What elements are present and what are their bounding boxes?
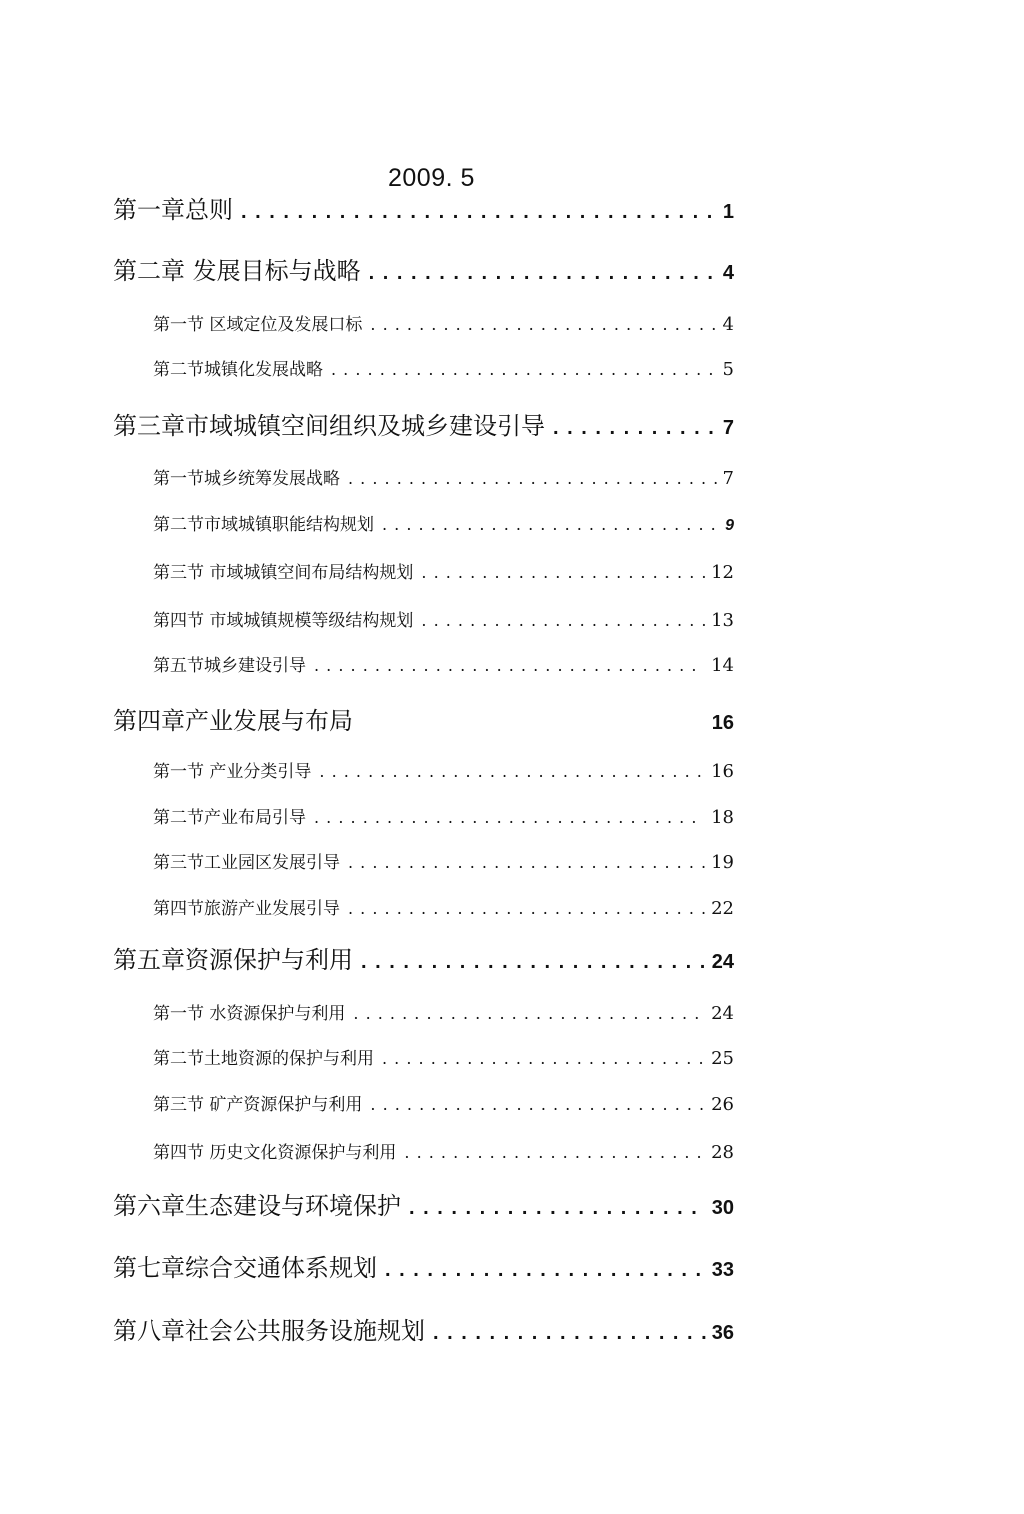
dot-leader: [421, 611, 705, 630]
dot-leader: [361, 951, 706, 974]
toc-page-number: 18: [711, 807, 734, 828]
toc-page-number: 7: [722, 468, 734, 489]
toc-title: 第三节 矿产资源保护与利用: [153, 1095, 363, 1115]
dot-leader: [353, 1004, 705, 1023]
toc-title: 第四节旅游产业发展引导: [153, 899, 340, 919]
dot-leader: [370, 1095, 705, 1114]
toc-section-5-2[interactable]: [153, 1044, 734, 1074]
dot-leader: [553, 417, 717, 440]
toc-title: 第一章总则: [113, 196, 233, 224]
dot-leader: [433, 1322, 706, 1345]
toc-section-3-2[interactable]: [153, 510, 734, 540]
dot-leader: [241, 201, 717, 224]
toc-section-2-1[interactable]: [153, 310, 734, 340]
toc-section-5-3[interactable]: [153, 1090, 734, 1120]
toc-section-4-1[interactable]: [153, 757, 734, 787]
toc-page-number: 24: [711, 1003, 734, 1024]
toc-title: 第二节市域城镇职能结构规划: [153, 515, 374, 535]
toc-page-number: 5: [722, 359, 734, 380]
dot-leader: [382, 1049, 705, 1068]
toc-section-4-4[interactable]: [153, 894, 734, 924]
dot-leader: [369, 262, 717, 285]
toc-title: 第三章市域城镇空间组织及城乡建设引导: [113, 412, 545, 440]
toc-page-number: 30: [711, 1197, 734, 1219]
toc-title: 第五节城乡建设引导: [153, 656, 306, 676]
toc-section-3-4[interactable]: [153, 606, 734, 636]
toc-page-number: 16: [711, 761, 734, 782]
toc-page-number: 22: [711, 898, 734, 919]
dot-leader: [348, 853, 705, 872]
toc-section-3-3[interactable]: [153, 558, 734, 588]
toc-title: 第八章社会公共服务设施规划: [113, 1317, 425, 1345]
toc-page-number: 14: [711, 655, 734, 676]
toc-page-number: 26: [711, 1094, 734, 1115]
toc-section-3-5[interactable]: [153, 651, 734, 681]
toc-page-number: 24: [711, 951, 734, 973]
toc-page-number: 33: [711, 1259, 734, 1281]
document-date: 2009. 5: [388, 164, 475, 192]
toc-title: 第一节 水资源保护与利用: [153, 1004, 346, 1024]
dot-leader: [348, 469, 717, 488]
toc-page-number: 7: [722, 417, 734, 439]
toc-title: 第三节工业园区发展引导: [153, 853, 340, 873]
toc-page-number: 4: [722, 262, 734, 284]
toc-chapter-1[interactable]: [113, 190, 734, 230]
toc-title: 第一节 产业分类引导: [153, 762, 312, 782]
toc-page-number: 19: [711, 852, 734, 873]
toc-page-number: 12: [711, 562, 734, 583]
dot-leader: [319, 762, 705, 781]
toc-page-number: 13: [711, 610, 734, 631]
toc-page-number: 36: [711, 1322, 734, 1344]
dot-leader: [385, 1259, 706, 1282]
toc-title: 第一节 区域定位及发展口标: [153, 315, 363, 335]
toc-chapter-7[interactable]: [113, 1248, 734, 1288]
toc-title: 第七章综合交通体系规划: [113, 1254, 377, 1282]
toc-chapter-8[interactable]: [113, 1311, 734, 1351]
toc-page-number: 9: [725, 517, 734, 534]
toc-chapter-4[interactable]: [113, 701, 734, 741]
toc-chapter-2[interactable]: [113, 251, 734, 291]
toc-section-5-1[interactable]: [153, 999, 734, 1029]
toc-title: 第二章 发展目标与战略: [113, 257, 361, 285]
dot-leader: [314, 656, 705, 675]
toc-page-number: 16: [711, 712, 734, 734]
dot-leader: [348, 899, 705, 918]
toc-section-5-4[interactable]: [153, 1138, 734, 1168]
toc-title: 第三节 市域城镇空间布局结构规划: [153, 563, 414, 583]
dot-leader: [409, 1197, 706, 1220]
toc-page-number: 25: [711, 1048, 734, 1069]
toc-chapter-6[interactable]: [113, 1186, 734, 1226]
toc-page-number: 1: [722, 201, 734, 223]
toc-title: 第四节 市域城镇规模等级结构规划: [153, 611, 414, 631]
toc-title: 第六章生态建设与环境保护: [113, 1192, 401, 1220]
toc-title: 第二节土地资源的保护与利用: [153, 1049, 374, 1069]
dot-leader: [404, 1143, 705, 1162]
toc-title: 第一节城乡统筹发展战略: [153, 469, 340, 489]
dot-leader: [314, 808, 705, 827]
toc-title: 第五章资源保护与利用: [113, 946, 353, 974]
toc-section-4-3[interactable]: [153, 848, 734, 878]
dot-leader: [382, 515, 719, 534]
toc-section-2-2[interactable]: [153, 355, 734, 385]
toc-page-number: 4: [722, 314, 734, 335]
toc-section-4-2[interactable]: [153, 803, 734, 833]
toc-title: 第二节城镇化发展战略: [153, 360, 323, 380]
toc-title: 第二节产业布局引导: [153, 808, 306, 828]
dot-leader: [331, 360, 717, 379]
toc-chapter-3[interactable]: [113, 406, 734, 446]
toc-title: 第四节 历史文化资源保护与利用: [153, 1143, 397, 1163]
toc-section-3-1[interactable]: [153, 464, 734, 494]
toc-page-number: 28: [711, 1142, 734, 1163]
toc-title: 第四章产业发展与布局: [113, 707, 353, 735]
dot-leader: [370, 315, 716, 334]
toc-chapter-5[interactable]: [113, 940, 734, 980]
dot-leader: [421, 563, 705, 582]
